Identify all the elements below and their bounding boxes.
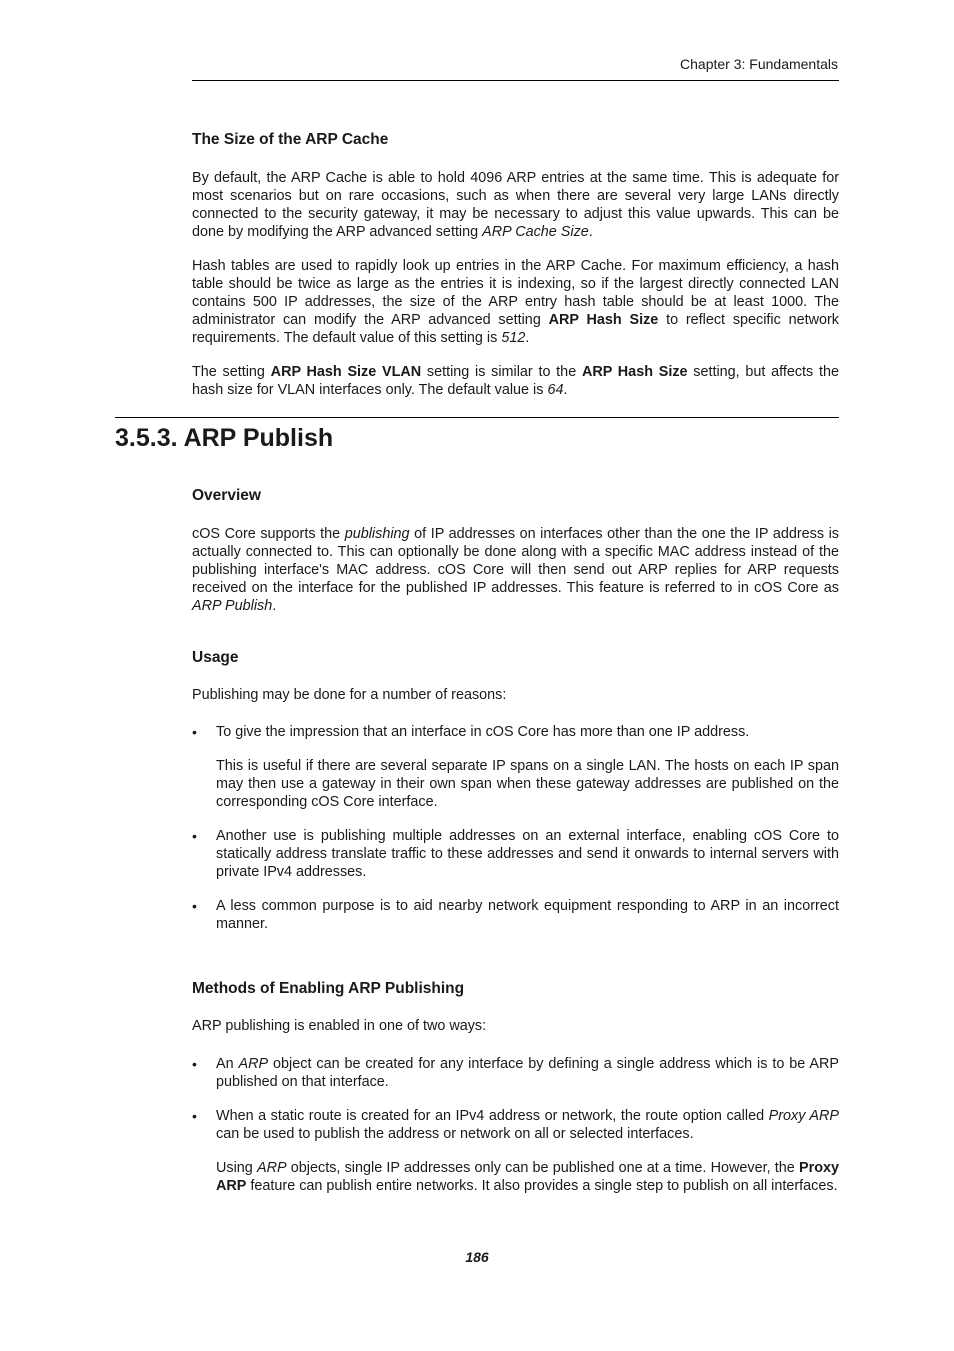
setting-arp-hash-size-vlan: ARP Hash Size VLAN <box>270 364 422 380</box>
paragraph-methods-intro: ARP publishing is enabled in one of two ways: <box>192 1018 487 1034</box>
bullet-marker: • <box>192 1108 197 1124</box>
list-item-usage-1-detail: This is useful if there are several separate IP spans on a single LAN. The hosts on each IP span may then use a gateway in their own span when these gateway addresses are published on the corresponding cOS Core interface. <box>216 758 839 810</box>
bullet-marker: • <box>192 724 197 740</box>
paragraph-overview: cOS Core supports the publishing of IP addresses on interfaces other than the one the IP address is actually connected to. This can optionally be done along with a specific MAC address instead of the publishing interface's MAC address. cOS Core will then send out ARP replies for ARP requests received on the interface for the published IP addresses. This feature is referred to in cOS Core as ARP Publish. <box>192 526 839 614</box>
heading-methods: Methods of Enabling ARP Publishing <box>192 980 465 997</box>
header-divider <box>192 80 839 81</box>
paragraph-usage-intro: Publishing may be done for a number of reasons: <box>192 687 507 703</box>
heading-arp-cache-size: The Size of the ARP Cache <box>192 131 389 148</box>
setting-arp-cache-size: ARP Cache Size <box>482 224 589 240</box>
term-proxy-arp: Proxy ARP <box>768 1108 840 1124</box>
term-arp: ARP <box>257 1160 287 1176</box>
list-item-methods-2-detail: Using ARP objects, single IP addresses only can be published one at a time. However, the Proxy ARP feature can publish entire networks. It also provides a single step to publish on all interfaces. <box>216 1160 839 1194</box>
setting-arp-hash-size-ref: ARP Hash Size <box>581 364 688 380</box>
feature-proxy-arp: Proxy ARP <box>216 1160 839 1194</box>
setting-arp-hash-size: ARP Hash Size <box>548 312 659 328</box>
heading-usage: Usage <box>192 649 239 666</box>
chapter-title: Chapter 3: Fundamentals <box>680 56 838 72</box>
default-value-64: 64 <box>547 382 564 398</box>
feature-arp-publish: ARP Publish <box>192 598 273 614</box>
list-item-methods-2: When a static route is created for an IPv4 address or network, the route option called Proxy ARP can be used to publish the address or network on all or selected interfaces. <box>216 1108 840 1142</box>
paragraph-hash-size-vlan: The setting ARP Hash Size VLAN setting is similar to the ARP Hash Size setting, but affects the hash size for VLAN interfaces only. The default value is 64. <box>192 364 839 398</box>
heading-overview: Overview <box>192 487 261 504</box>
list-item-usage-1: To give the impression that an interface in cOS Core has more than one IP address. <box>216 724 750 740</box>
section-title: 3.5.3. ARP Publish <box>115 424 334 452</box>
page-number: 186 <box>465 1249 489 1265</box>
list-item-usage-3: A less common purpose is to aid nearby network equipment responding to ARP in an incorrect manner. <box>216 898 839 932</box>
paragraph-arp-cache-default: By default, the ARP Cache is able to hold 4096 ARP entries at the same time. This is adequate for most scenarios but on rare occasions, such as when there are several very large LANs directly connected to the security gateway, it may be necessary to adjust this value upwards. This can be done by modifying the ARP advanced setting ARP Cache Size. <box>192 170 839 240</box>
term-arp: ARP <box>238 1056 269 1072</box>
default-value-512: 512 <box>501 330 526 346</box>
paragraph-hash-tables: Hash tables are used to rapidly look up entries in the ARP Cache. For maximum efficiency, a hash table should be twice as large as the entries it is indexing, so if the largest directly connected LAN contains 500 IP addresses, the size of the ARP entry hash table should be at least 1000. The administrator can modify the ARP advanced setting ARP Hash Size to reflect specific network requirements. The default value of this setting is 512. <box>192 258 839 346</box>
section-divider <box>115 417 839 418</box>
list-item-usage-2: Another use is publishing multiple addresses on an external interface, enabling cOS Core to statically address translate traffic to these addresses and send it onwards to internal servers with private IPv4 addresses. <box>216 828 839 880</box>
bullet-marker: • <box>192 898 197 914</box>
list-item-methods-1: An ARP object can be created for any interface by defining a single address which is to be ARP published on that interface. <box>216 1056 839 1090</box>
term-publishing: publishing <box>344 526 410 542</box>
bullet-marker: • <box>192 1056 197 1072</box>
bullet-marker: • <box>192 828 197 844</box>
